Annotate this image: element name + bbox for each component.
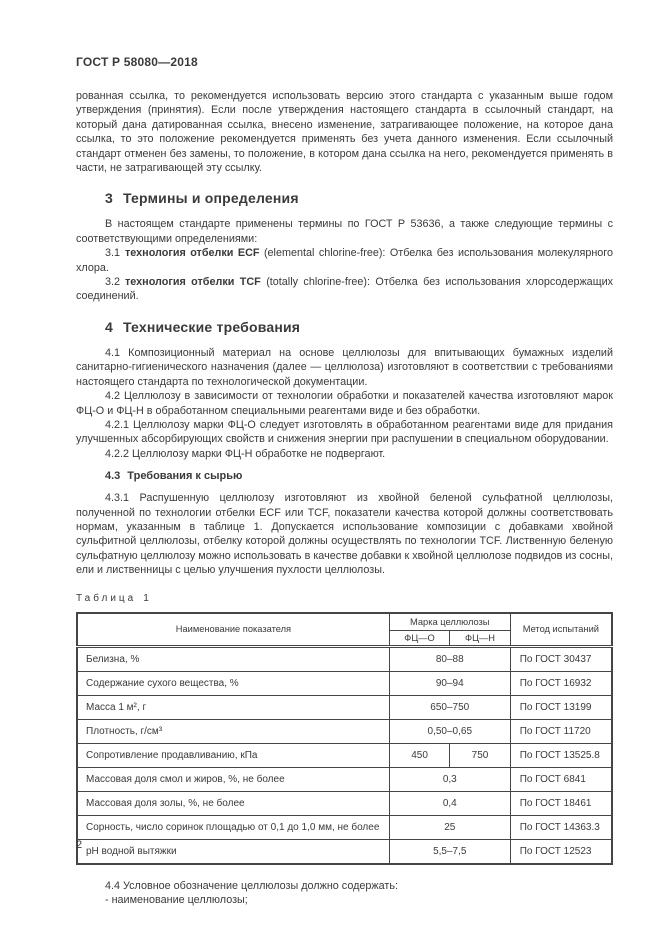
- table-row: [77, 646, 612, 671]
- table-cell-indicator: pH водной вытяжки: [77, 839, 389, 864]
- table-row: [77, 719, 612, 743]
- term-3-2: 3.2 технология отбелки TCF (totally chlorine-free): Отбелка без использования хлорсодержащих соединений.: [76, 276, 614, 303]
- column-header-mark: Марка целлюлозы: [389, 613, 510, 631]
- section-number: 3: [105, 190, 113, 207]
- subsection-4-3-heading: 4.3 Требования к сырью: [105, 470, 243, 483]
- table-header: [77, 613, 612, 647]
- column-subheader-fc-n: ФЦ—Н: [450, 630, 510, 646]
- intro-paragraph: рованная ссылка, то рекомендуется использовать версию этого стандарта с указанным выше годом утверждения (принятия). Если после утверждения настоящего стандарта в ссылочный стандарт, на который дана датированная ссылка, внесено изменение, затрагивающее положение, на которое дана ссылка, то это положение рекомендуется применять без учета данного изменения. Если ссылочный стандарт отменен без замены, то положение, в котором дана ссылка на него, рекомендуется применять в части, не затрагивающей эту ссылку.: [76, 90, 613, 175]
- table-cell-indicator: Содержание сухого вещества, %: [77, 671, 389, 695]
- column-header-indicator: Наименование показателя: [77, 613, 389, 647]
- table-cell-value: 80–88: [389, 646, 510, 671]
- table-row: [77, 815, 612, 839]
- column-subheader-fc-o: ФЦ—О: [389, 630, 449, 646]
- paragraph-4-2-1: 4.2.1 Целлюлозу марки ФЦ-О следует изготовлять в обработанном реагентами виде для придания улучшенных абсорбирующих свойств и снижения энергии при распушении в специальном оборудовании.: [76, 418, 613, 446]
- column-header-method: Метод испытаний: [510, 613, 612, 647]
- table-cell-value: 750: [450, 743, 510, 767]
- section-3-intro: В настоящем стандарте применены термины по ГОСТ Р 53636, а также следующие термины с соответствующими определениями:: [76, 218, 613, 245]
- table-cell-method: По ГОСТ 13199: [510, 695, 612, 719]
- document-header: ГОСТ Р 58080—2018: [76, 55, 198, 69]
- table-caption: Таблица 1: [76, 592, 149, 604]
- table-cell-value: 650–750: [389, 695, 510, 719]
- table-row: [77, 695, 612, 719]
- table-cell-method: По ГОСТ 16932: [510, 671, 612, 695]
- table-cell-indicator: Массовая доля смол и жиров, %, не более: [77, 767, 389, 791]
- paragraph-4-2: 4.2 Целлюлозу в зависимости от технологии обработки и показателей качества изготовляют марок ФЦ-О и ФЦ-Н в обработанном специальными реагентами виде и без обработки.: [76, 390, 613, 417]
- section-3-heading: [76, 190, 613, 206]
- table-cell-indicator: Сорность, число соринок площадью от 0,1 до 1,0 мм, не более: [77, 815, 389, 839]
- paragraph-4-2-2: 4.2.2 Целлюлозу марки ФЦ-Н обработке не подвергают.: [105, 447, 386, 460]
- table-cell-indicator: Сопротивление продавливанию, кПа: [77, 743, 389, 767]
- table-cell-value: 0,3: [389, 767, 510, 791]
- table-body: [77, 646, 612, 864]
- table-cell-method: По ГОСТ 6841: [510, 767, 612, 791]
- section-number: 4: [105, 318, 113, 335]
- table-cell-method: По ГОСТ 12523: [510, 839, 612, 864]
- paragraph-4-1: 4.1 Композиционный материал на основе целлюлозы для впитывающих бумажных изделий санитарно-гигиенического назначения (далее — целлюлоза) изготовляют в соответствии с требованиями настоящего стандарта по технологической документации.: [76, 346, 613, 388]
- table-row: [77, 839, 612, 864]
- table-cell-value: 0,4: [389, 791, 510, 815]
- paragraph-4-3-1: 4.3.1 Распушенную целлюлозу изготовляют из хвойной беленой сульфатной целлюлозы, полученной по технологии отбелки ECF или TCF, показатели качества которой должны соответствовать нормам, указанным в таблице 1. Допускается использование композиции с добавками хвойной сульфитной целлюлозы, отбелку которой должны осуществлять по технологии TCF. Лиственную беленую сульфатную целлюлозу можно использовать в качестве добавки к хвойной целлюлозе подвидов из сосны, ели и лиственницы с целью улучшения пухлости целлюлозы.: [76, 492, 613, 577]
- table-cell-method: По ГОСТ 30437: [510, 646, 612, 671]
- list-item-name: - наименование целлюлозы;: [105, 894, 248, 907]
- table-cell-value: 450: [389, 743, 449, 767]
- section-title: Термины и определения: [123, 190, 299, 207]
- table-cell-indicator: Массовая доля золы, %, не более: [77, 791, 389, 815]
- table-cell-indicator: Плотность, г/см³: [77, 719, 389, 743]
- table-cell-method: По ГОСТ 13525.8: [510, 743, 612, 767]
- paragraph-4-4: 4.4 Условное обозначение целлюлозы должно содержать:: [105, 879, 398, 892]
- table-row: [77, 791, 612, 815]
- table-cell-value: 0,50–0,65: [389, 719, 510, 743]
- page-number: 2: [76, 839, 83, 851]
- section-4-heading: [76, 319, 613, 335]
- term-3-1: 3.1 технология отбелки ECF (elemental chlorine-free): Отбелка без использования молекулярного хлора.: [76, 247, 613, 274]
- page-content: [76, 55, 613, 908]
- table-row: [77, 671, 612, 695]
- table-row: [77, 743, 612, 767]
- table-cell-value: 90–94: [389, 671, 510, 695]
- table-cell-indicator: Масса 1 м², г: [77, 695, 389, 719]
- table-cell-method: По ГОСТ 14363.3: [510, 815, 612, 839]
- table-cell-method: По ГОСТ 11720: [510, 719, 612, 743]
- table-row: [77, 767, 612, 791]
- quality-indicators-table: [76, 612, 613, 865]
- section-title: Технические требования: [123, 318, 301, 335]
- table-cell-indicator: Белизна, %: [77, 646, 389, 671]
- table-cell-method: По ГОСТ 18461: [510, 791, 612, 815]
- table-cell-value: 25: [389, 815, 510, 839]
- table-cell-value: 5,5–7,5: [389, 839, 510, 864]
